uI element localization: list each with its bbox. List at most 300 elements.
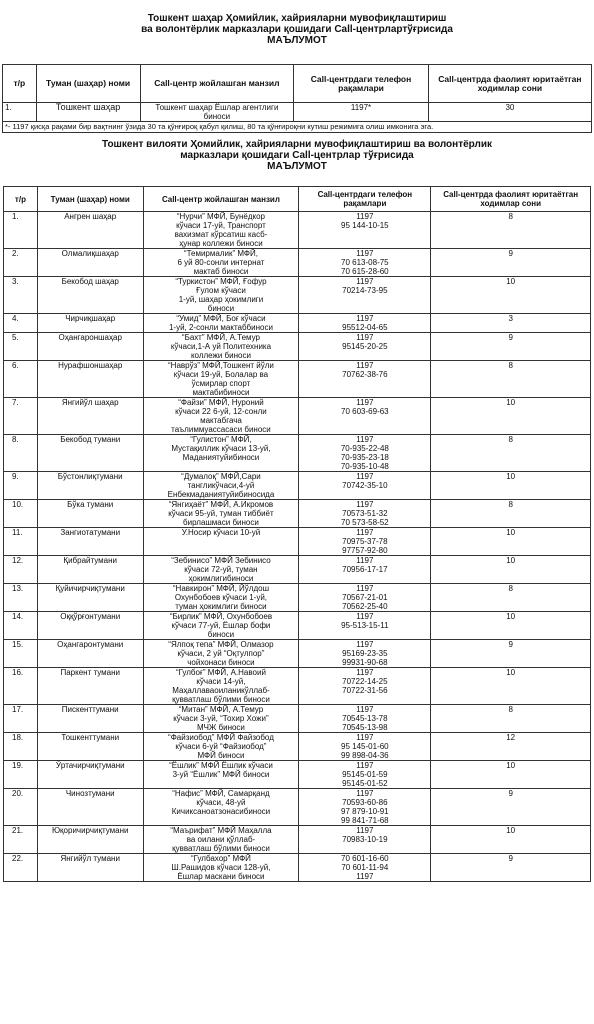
table-row (4, 668, 591, 705)
row-name (37, 556, 143, 584)
row-address-line: Охунбобоев кўчаси 1-уй, (174, 593, 268, 602)
row-phones-line: 1197 (356, 249, 374, 258)
row-name (37, 435, 143, 472)
row-staff (431, 472, 591, 500)
row-address-line: 3-уй “Ёшлик” МФЙ биноси (172, 770, 270, 779)
row-name-line: Зангиотатумани (60, 528, 121, 537)
row-address-line: ҳокимлигибиноси (188, 574, 254, 583)
row-address-line: “Гулистон” МФЙ, (190, 435, 252, 444)
row-address-line: Ш.Рашидов кўчаси 128-уй, (171, 863, 271, 872)
region-table-header (4, 187, 591, 212)
row-address-line: бирлашмаси биноси (183, 518, 259, 527)
row-staff (431, 314, 591, 333)
row-num-line: 8. (12, 435, 19, 444)
row-address-line: “Темирмалик” МФЙ, (183, 249, 258, 258)
row-address-line: “Навкирон” МФЙ, Йўлдош (172, 584, 270, 593)
city-title-line2: ва волонтёрлик марказлари қошидаги Call-центрлартўғрисида (141, 24, 453, 35)
row-phones-line: 95 144-10-15 (341, 221, 389, 230)
row-phones (299, 733, 431, 761)
row-phones-line: 1197 (356, 277, 374, 286)
row-phones-line: 95145-01-52 (342, 779, 388, 788)
row-name (37, 668, 143, 705)
region-title-line1: Тошкент вилояти Ҳомийлик, хайрияларни мувофиқлаштириш ва волонтёрлик (101, 139, 493, 150)
row-address-line: “Янгиҳаёт” МФЙ, А.Икромов (168, 500, 274, 509)
row-name (37, 528, 143, 556)
table-row (4, 556, 591, 584)
row-address-line: У.Носир кўчаси 10-уй (181, 528, 261, 537)
row-name-line: Пискенттумани (61, 705, 119, 714)
row-phones-line: 70975-37-78 (342, 537, 388, 546)
row-num-line: 3. (12, 277, 19, 286)
table-row (4, 314, 591, 333)
row-staff-line: 9 (508, 854, 513, 863)
row-staff (431, 249, 591, 277)
row-num (4, 314, 38, 333)
row-address-line: “Митан” МФЙ, А.Темур (178, 705, 264, 714)
row-address-line: “Гулбоғ” МФЙ, А.Навоий (175, 668, 266, 677)
row-phones-line: 1197 (356, 705, 374, 714)
row-num (4, 361, 38, 398)
col-phones-header: Call-центрдаги телефон рақамлари (294, 65, 429, 103)
row-phones-line: 1197 (356, 528, 374, 537)
row-address (143, 584, 299, 612)
row-name-line: Нурафшоншаҳар (58, 361, 123, 370)
row-name-line: Юқоричирчиқтумани (51, 826, 129, 835)
row-staff-line: 10 (506, 826, 516, 835)
row-phones (299, 398, 431, 435)
row-staff-line: 10 (506, 556, 516, 565)
row-num (4, 249, 38, 277)
row-address-line: кўчаси 17-уй, Транспорт (176, 221, 266, 230)
table-row (4, 435, 591, 472)
row-phones-line: 1197 (356, 789, 374, 798)
row-phones-line: 70562-25-40 (342, 602, 388, 611)
row-address-line: қувватлаш бўлими биноси (172, 695, 270, 704)
row-staff-line: 10 (506, 528, 516, 537)
region-title (40, 139, 554, 172)
row-address (143, 668, 299, 705)
row-staff (431, 556, 591, 584)
row-phones-line: 70-935-10-48 (340, 462, 389, 471)
row-address (143, 761, 299, 789)
region-table (3, 186, 591, 882)
row-phones-line: 1197 (356, 761, 374, 770)
row-phones-line: 70-935-22-48 (340, 444, 389, 453)
row-num-line: 2. (12, 249, 19, 258)
row-address (143, 733, 299, 761)
row-address (143, 789, 299, 826)
row-num (4, 398, 38, 435)
row-name (37, 584, 143, 612)
city-row-address: Тошкент шаҳар Ёшлар агентлиги биноси (140, 103, 294, 122)
row-num-line: 1. (12, 212, 19, 221)
row-phones-line: 1197 (356, 361, 374, 370)
row-num (4, 435, 38, 472)
row-staff (431, 435, 591, 472)
row-address-line: “Зебинисо” МФЙ Зебинисо (171, 556, 271, 565)
row-phones-line: 1197 (356, 584, 374, 593)
row-num-line: 16. (12, 668, 24, 677)
row-num (4, 761, 38, 789)
city-row-num: 1. (3, 103, 37, 122)
row-address-line: кўчаси 3-уй, “Тохир Хожи” (173, 714, 269, 723)
row-num (4, 705, 38, 733)
city-row-phones: 1197* (294, 103, 429, 122)
row-address-line: кўчаси,1-А уй Политехника (170, 342, 272, 351)
row-staff (431, 733, 591, 761)
table-row (4, 212, 591, 249)
row-staff-line: 8 (508, 361, 513, 370)
row-address-line: кўчаси 6-уй “Файзиобод” (175, 742, 267, 751)
row-staff-line: 10 (506, 277, 516, 286)
row-phones (299, 640, 431, 668)
row-name-line: Паркент тумани (60, 668, 120, 677)
row-address-line: Ёшлар маскани биноси (177, 872, 265, 881)
row-address-line: “Маърифат” МФЙ Маҳалла (170, 826, 272, 835)
row-address-line: таълиммуассасаси биноси (171, 425, 271, 434)
row-phones (299, 584, 431, 612)
row-address-line: 6 уй 80-сонли интернат (177, 258, 265, 267)
row-phones-line: 99 841-71-68 (341, 816, 389, 825)
row-name-line: Ангрен шаҳар (64, 212, 117, 221)
col-num-header: т/р (4, 187, 38, 212)
city-table-note-row (3, 122, 592, 133)
row-staff-line: 10 (506, 472, 516, 481)
row-address-line: кўчаси, 48-уй (196, 798, 246, 807)
table-row (4, 398, 591, 435)
row-phones-line: 95145-01-59 (342, 770, 388, 779)
row-name-line: Бўстонлиқтумани (57, 472, 123, 481)
row-address-line: биноси (207, 304, 235, 313)
row-address-line: кўчаси 77-уй, Ёшлар бофи (171, 621, 271, 630)
row-name-line: Бекобод шаҳар (61, 277, 119, 286)
col-staff-header: Call-центрда фаолият юритаётган ходимлар сони (428, 65, 591, 103)
row-phones (299, 435, 431, 472)
row-phones-line: 95169-23-35 (342, 649, 388, 658)
city-title-line1: Тошкент шаҳар Ҳомийлик, хайрияларни мувофиқлаштириш (147, 13, 447, 24)
row-name-line: Янгийўл шаҳар (61, 398, 119, 407)
row-phones-line: 70742-35-10 (342, 481, 388, 490)
row-phones (299, 528, 431, 556)
row-address (143, 854, 299, 882)
row-num-line: 22. (12, 854, 24, 863)
table-row (4, 472, 591, 500)
row-phones-line: 95145-20-25 (342, 342, 388, 351)
row-staff-line: 9 (508, 640, 513, 649)
row-num-line: 9. (12, 472, 19, 481)
city-title (60, 13, 534, 46)
col-staff-header: Call-центрда фаолият юритаётган ходимлар сони (431, 187, 591, 212)
row-phones (299, 705, 431, 733)
row-address-line: мактабгача (200, 416, 242, 425)
city-table (2, 64, 592, 133)
row-staff-line: 9 (508, 789, 513, 798)
row-num-line: 7. (12, 398, 19, 407)
row-num-line: 11. (12, 528, 23, 537)
row-address-line: қувватлаш бўлими биноси (172, 844, 270, 853)
col-address-header: Call-центр жойлашган манзил (140, 65, 294, 103)
row-name-line: Оҳангаронтумани (57, 640, 124, 649)
row-phones (299, 500, 431, 528)
row-phones (299, 668, 431, 705)
row-num-line: 12. (12, 556, 24, 565)
row-address-line: ҳунар коллежи биноси (179, 239, 263, 248)
row-num (4, 333, 38, 361)
row-address-line: МФЙ биноси (197, 751, 245, 760)
row-staff (431, 277, 591, 314)
row-staff (431, 212, 591, 249)
row-phones (299, 556, 431, 584)
region-title-line2: марказлари қошидаги Call-центрлар тўғрисида (180, 150, 414, 161)
table-row (4, 705, 591, 733)
row-address (143, 500, 299, 528)
row-name (37, 277, 143, 314)
row-address-line: кўчаси 22 6-уй, 12-сонли (175, 407, 267, 416)
row-name (37, 705, 143, 733)
table-row (4, 277, 591, 314)
row-staff-line: 9 (508, 249, 513, 258)
table-row (4, 500, 591, 528)
col-num-header: т/р (3, 65, 37, 103)
table-row (4, 761, 591, 789)
table-row (4, 361, 591, 398)
row-address (143, 314, 299, 333)
row-phones (299, 314, 431, 333)
row-address-line: Ғулом кўчаси (196, 286, 246, 295)
row-name-line: Оққўрғонтумани (60, 612, 121, 621)
city-table-note: *- 1197 қисқа рақами бир вақтнинг ўзида 30 та қўнғироқ қабул қилиш, 80 та қўнғироқни кутиш режимига олиш имконига эга. (3, 122, 592, 133)
row-staff (431, 668, 591, 705)
row-phones-line: 70 601-11-94 (341, 863, 389, 872)
row-num (4, 528, 38, 556)
row-address-line: “Нафис” МФЙ, Самарқанд (172, 789, 270, 798)
row-phones-line: 97 879-10-91 (341, 807, 389, 816)
row-phones-line: 70722-31-56 (342, 686, 388, 695)
row-phones (299, 761, 431, 789)
row-phones (299, 612, 431, 640)
row-num-line: 13. (12, 584, 24, 593)
row-name-line: Бекобод тумани (60, 435, 121, 444)
row-name (37, 612, 143, 640)
row-staff-line: 10 (506, 668, 516, 677)
row-phones-line: 1197 (356, 435, 374, 444)
row-address (143, 528, 299, 556)
row-staff-line: 8 (508, 435, 513, 444)
row-phones-line: 1197 (356, 872, 374, 881)
row-address-line: ўсмирлар спорт (191, 379, 251, 388)
city-row-staff: 30 (428, 103, 591, 122)
row-address-line: кўчаси 19-уй, Болалар ва (173, 370, 269, 379)
row-name-line: Янгийўл тумани (60, 854, 120, 863)
row-name-line: Бўка тумани (67, 500, 114, 509)
region-table-body (4, 212, 591, 882)
row-name (37, 398, 143, 435)
row-address-line: биноси (207, 630, 235, 639)
table-row (4, 249, 591, 277)
row-phones-line: 70 573-58-52 (341, 518, 389, 527)
row-phones (299, 854, 431, 882)
row-phones-line: 70545-13-78 (342, 714, 388, 723)
row-num (4, 500, 38, 528)
row-phones-line: 70 615-28-60 (341, 267, 389, 276)
row-address-line: мактаб биноси (193, 267, 249, 276)
row-address-line: “Думалоқ” МФЙ,Сари (181, 472, 261, 481)
row-phones-line: 99931-90-68 (342, 658, 388, 667)
row-num-line: 21. (12, 826, 24, 835)
row-phones-line: 1197 (356, 668, 374, 677)
row-address-line: “Нурчи” МФЙ, Бунёдкор (176, 212, 265, 221)
row-phones-line: 1197 (356, 500, 374, 509)
row-address-line: коллежи биноси (190, 351, 251, 360)
row-phones-line: 99 898-04-36 (341, 751, 389, 760)
row-address (143, 212, 299, 249)
row-address-line: кўчаси 95-уй, туман тиббиёт (168, 509, 274, 518)
row-phones-line: 70 613-08-75 (341, 258, 389, 267)
table-row (4, 789, 591, 826)
row-name (37, 361, 143, 398)
row-phones (299, 789, 431, 826)
row-phones-line: 1197 (356, 826, 374, 835)
row-staff (431, 398, 591, 435)
row-phones-line: 95512-04-65 (342, 323, 388, 332)
row-phones-line: 70 603-69-63 (341, 407, 389, 416)
row-phones-line: 95-513-15-11 (341, 621, 389, 630)
col-phones-header: Call-центрдаги телефон рақамлари (299, 187, 431, 212)
row-name-line: Ўртачирчиқтумани (55, 761, 125, 770)
row-address-line: 1-уй, шаҳар ҳокимлиги (178, 295, 264, 304)
row-phones (299, 277, 431, 314)
row-phones-line: 1197 (356, 612, 374, 621)
row-address-line: Кичиксаноатзонасибиноси (171, 807, 271, 816)
col-address-header: Call-центр жойлашган манзил (143, 187, 299, 212)
row-name (37, 761, 143, 789)
row-name (37, 314, 143, 333)
row-staff (431, 761, 591, 789)
row-name-line: Чирчиқшаҳар (65, 314, 116, 323)
row-num-line: 20. (12, 789, 24, 798)
row-name-line: Чинозтумани (65, 789, 115, 798)
row-num (4, 556, 38, 584)
row-phones (299, 212, 431, 249)
row-address (143, 435, 299, 472)
row-name (37, 854, 143, 882)
row-phones (299, 472, 431, 500)
row-address-line: 1-уй, 2-сонли мактаббиноси (168, 323, 273, 332)
row-address (143, 556, 299, 584)
row-address-line: вахизмат кўрсатиш касб- (174, 230, 268, 239)
row-staff (431, 854, 591, 882)
row-name (37, 212, 143, 249)
row-phones-line: 70593-60-86 (342, 798, 388, 807)
row-num-line: 19. (12, 761, 24, 770)
row-address-line: “Бирлик” МФЙ, Охунбобоев (169, 612, 273, 621)
row-num (4, 584, 38, 612)
row-address-line: Мустақиллик кўчаси 13-уй, (171, 444, 271, 453)
city-title-line3: МАЪЛУМОТ (267, 35, 327, 46)
row-address (143, 472, 299, 500)
row-num-line: 17. (12, 705, 24, 714)
row-name (37, 472, 143, 500)
row-address-line: чойхонаси биноси (187, 658, 255, 667)
row-address-line: “Наврўз” МФЙ,Тошкент йўли (168, 361, 274, 370)
row-phones-line: 70 601-16-60 (341, 854, 389, 863)
row-phones (299, 249, 431, 277)
table-row (4, 528, 591, 556)
row-num (4, 733, 38, 761)
col-name-header: Туман (шаҳар) номи (37, 187, 143, 212)
row-address-line: Маҳаллаваоиланикўллаб- (172, 686, 270, 695)
col-name-header: Туман (шаҳар) номи (36, 65, 140, 103)
row-address (143, 612, 299, 640)
row-staff-line: 8 (508, 212, 513, 221)
row-num-line: 4. (12, 314, 19, 323)
row-address (143, 398, 299, 435)
row-num (4, 212, 38, 249)
row-phones-line: 1197 (356, 398, 374, 407)
row-staff-line: 10 (506, 398, 516, 407)
row-phones (299, 826, 431, 854)
table-row (4, 733, 591, 761)
row-phones-line: 70573-51-32 (342, 509, 388, 518)
row-name-line: Олмалиқшаҳар (61, 249, 119, 258)
row-address (143, 826, 299, 854)
row-staff (431, 584, 591, 612)
row-name (37, 249, 143, 277)
row-phones-line: 1197 (356, 314, 374, 323)
table-row (4, 612, 591, 640)
row-address-line: “Файзи” МФЙ, Нуроний (178, 398, 264, 407)
region-title-line3: МАЪЛУМОТ (267, 161, 327, 172)
row-address-line: Енбекмаданиятуйибиносида (167, 490, 275, 499)
row-num (4, 277, 38, 314)
row-address-line: “Гулбахор” МФЙ (191, 854, 251, 863)
row-address (143, 640, 299, 668)
row-num (4, 789, 38, 826)
row-staff (431, 640, 591, 668)
row-phones-line: 1197 (356, 733, 374, 742)
table-row (4, 333, 591, 361)
row-phones-line: 70956-17-17 (342, 565, 388, 574)
row-staff (431, 705, 591, 733)
row-num-line: 18. (12, 733, 24, 742)
city-table-row (3, 103, 592, 122)
row-phones-line: 70762-38-76 (342, 370, 388, 379)
row-name-line: Қибрайтумани (63, 556, 117, 565)
row-address-line: ва оилани қўллаб- (186, 835, 256, 844)
row-address (143, 705, 299, 733)
row-num-line: 5. (12, 333, 19, 342)
row-num (4, 472, 38, 500)
row-phones-line: 1197 (356, 556, 374, 565)
table-row (4, 854, 591, 882)
row-phones-line: 97757-92-80 (342, 546, 388, 555)
row-address-line: “Ялпоқ тепа” МФЙ, Олмазор (168, 640, 274, 649)
row-staff (431, 361, 591, 398)
row-staff-line: 8 (508, 584, 513, 593)
row-name-line: Тошкенттумани (61, 733, 120, 742)
row-staff (431, 500, 591, 528)
row-num (4, 854, 38, 882)
row-staff-line: 10 (506, 761, 516, 770)
row-phones (299, 333, 431, 361)
row-name (37, 733, 143, 761)
row-staff (431, 528, 591, 556)
row-staff (431, 826, 591, 854)
row-address-line: туман ҳокимлиги биноси (175, 602, 267, 611)
row-address (143, 333, 299, 361)
row-name (37, 826, 143, 854)
row-phones-line: 70545-13-98 (342, 723, 388, 732)
